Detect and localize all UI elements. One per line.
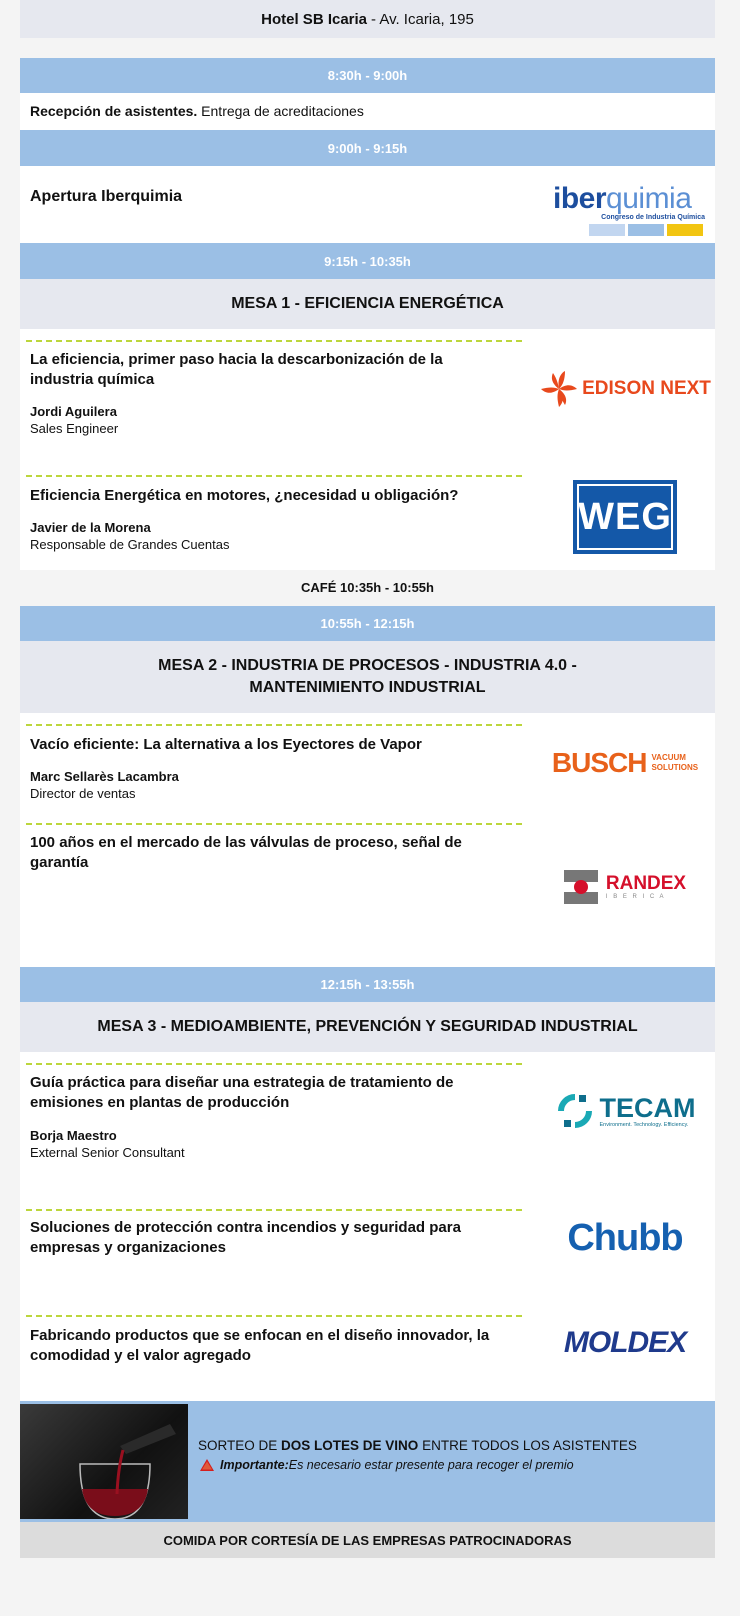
reception-text: Entrega de acreditaciones (197, 103, 364, 119)
randex-text: RANDEX (605, 873, 687, 894)
raffle-banner (20, 1401, 715, 1522)
talk-item (20, 713, 715, 812)
talk-item (20, 464, 715, 570)
busch-text: BUSCH (551, 747, 647, 778)
divider (26, 1315, 522, 1317)
randex-logo: RANDEX I B E R I C A (535, 862, 715, 912)
wine-glass-icon (20, 1404, 188, 1519)
mesa-2-line1: MESA 2 - INDUSTRIA DE PROCESOS - INDUSTRIA 4.0 - (158, 657, 577, 674)
moldex-text: MOLDEX (563, 1326, 687, 1359)
speaker-role: Sales Engineer (30, 421, 119, 436)
lunch-note: COMIDA POR CORTESÍA DE LAS EMPRESAS PATROCINADORAS (20, 1522, 715, 1558)
speaker-role: Responsable de Grandes Cuentas (30, 537, 230, 552)
speaker-role: Director de ventas (30, 786, 136, 801)
tecam-text: TECAM (599, 1093, 696, 1123)
reception-label: Recepción de asistentes. (30, 103, 198, 119)
talk-title: Soluciones de protección contra incendios y seguridad para empresas y organizaciones (30, 1219, 461, 1256)
talk-item (20, 1052, 715, 1198)
edison-flower-icon (539, 369, 579, 409)
talk-title: Eficiencia Energética en motores, ¿necesidad u obligación? (30, 487, 459, 504)
edison-next-text: EDISON NEXT (582, 378, 711, 399)
divider (26, 724, 522, 726)
busch-logo: BUSCH VACUUM SOLUTIONS (551, 747, 699, 778)
venue-name: Hotel SB Icaria (261, 10, 368, 28)
tecam-emblem-icon (555, 1091, 595, 1131)
talk-title: La eficiencia, primer paso hacia la descarbonización de la industria química (30, 351, 443, 388)
speaker-role: External Senior Consultant (30, 1145, 185, 1160)
raffle-important-note: Importante: Es necesario estar presente para recoger el premio (200, 1458, 574, 1472)
talk-item (20, 1198, 715, 1304)
divider (26, 340, 522, 342)
divider (26, 1063, 522, 1065)
reception-row (20, 93, 715, 130)
time-slot-bar: 9:00h - 9:15h (20, 130, 715, 166)
divider (26, 1209, 522, 1211)
talk-title: Vacío eficiente: La alternativa a los Eyectores de Vapor (30, 736, 422, 753)
talk-item (20, 812, 715, 967)
venue-address: - Av. Icaria, 195 (371, 10, 474, 28)
time-slot-bar: 9:15h - 10:35h (20, 243, 715, 279)
speaker-name: Javier de la Morena (30, 520, 151, 535)
talk-title: Fabricando productos que se enfocan en el diseño innovador, la comodidad y el valor agregado (30, 1327, 490, 1364)
mesa-3-title: MESA 3 - MEDIOAMBIENTE, PREVENCIÓN Y SEGURIDAD INDUSTRIAL (20, 1002, 715, 1052)
opening-row (20, 166, 715, 243)
opening-title: Apertura Iberquimia (30, 188, 183, 205)
iberquimia-logo: iberquimia Congreso de Industria Química (553, 184, 705, 238)
weg-logo (535, 480, 715, 554)
raffle-text: SORTEO DE DOS LOTES DE VINO ENTRE TODOS LOS ASISTENTES (198, 1438, 637, 1453)
tecam-logo: TECAM Environment. Technology. Efficiency. (535, 1086, 715, 1136)
venue-header (20, 0, 715, 38)
mesa-2-title (20, 641, 715, 713)
talk-item (20, 1304, 715, 1401)
speaker-name: Marc Sellarès Lacambra (30, 769, 179, 784)
mesa-2-line2: MANTENIMIENTO INDUSTRIAL (249, 679, 486, 696)
divider (26, 823, 522, 825)
warning-icon (200, 1459, 214, 1471)
chubb-text: Chubb (567, 1216, 683, 1259)
randex-emblem-icon (564, 870, 598, 904)
weg-text: WEG (578, 495, 672, 538)
mesa-1-title: MESA 1 - EFICIENCIA ENERGÉTICA (20, 279, 715, 329)
divider (26, 475, 522, 477)
chubb-logo (535, 1218, 715, 1258)
time-slot-bar: 8:30h - 9:00h (20, 58, 715, 93)
talk-item (20, 329, 715, 464)
time-slot-bar: 12:15h - 13:55h (20, 967, 715, 1002)
talk-title: Guía práctica para diseñar una estrategia de tratamiento de emisiones en plantas de producción (30, 1074, 454, 1111)
speaker-name: Jordi Aguilera (30, 404, 117, 419)
wine-image (20, 1404, 188, 1519)
moldex-logo (535, 1323, 715, 1363)
talk-title: 100 años en el mercado de las válvulas de proceso, señal de garantía (30, 834, 462, 871)
time-slot-bar: 10:55h - 12:15h (20, 606, 715, 641)
edison-next-logo (535, 359, 715, 419)
speaker-name: Borja Maestro (30, 1128, 117, 1143)
coffee-break: CAFÉ 10:35h - 10:55h (301, 580, 434, 595)
